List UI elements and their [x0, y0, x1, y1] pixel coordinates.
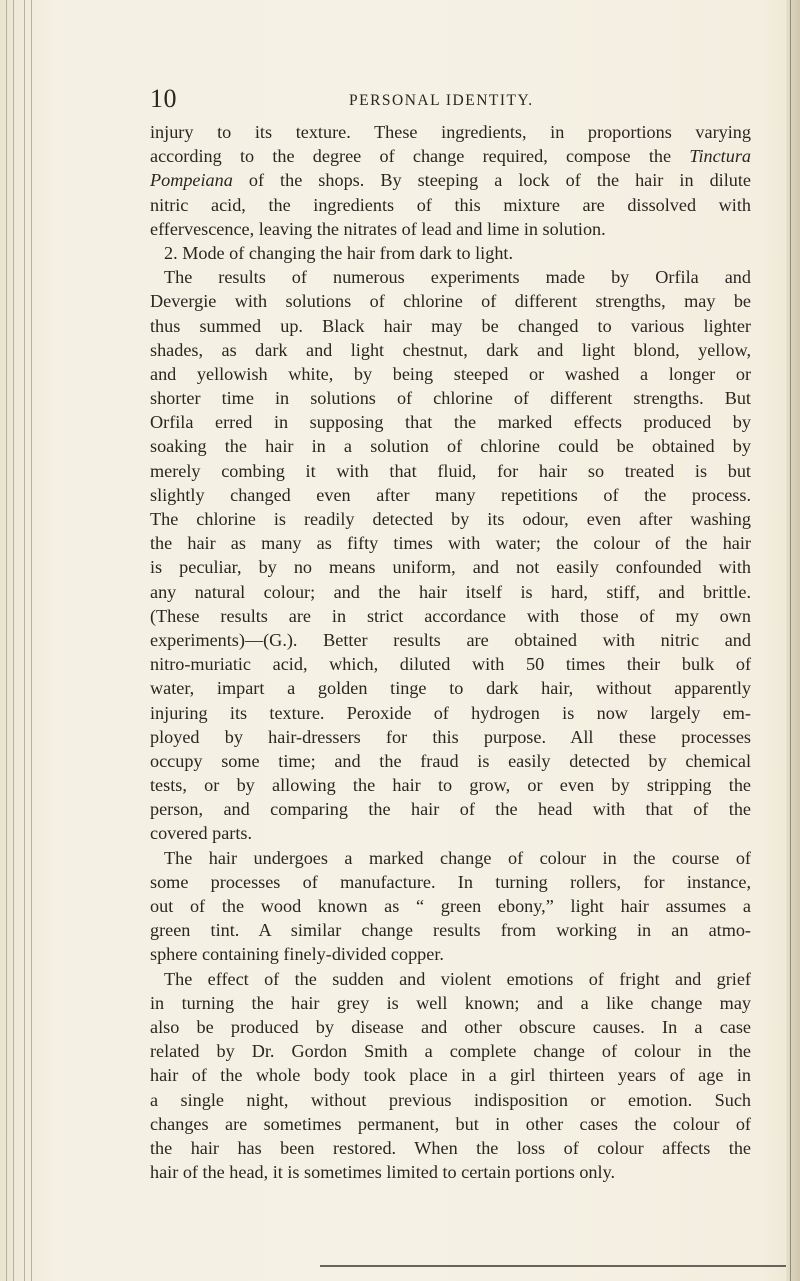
text-line: effervescence, leaving the nitrates of lead and lime in solution.: [150, 218, 606, 239]
binding-line: [24, 0, 25, 1281]
text-line: ployed by hair-dressers for this purpose. All these processes: [150, 726, 751, 747]
running-head: PERSONAL IDENTITY.: [349, 92, 534, 109]
text-line: tests, or by allowing the hair to grow, or even by stripping the: [150, 775, 751, 796]
text-line: is peculiar, by no means uniform, and not easily confounded with: [150, 557, 751, 578]
text-line: and yellowish white, by being steeped or washed a longer or: [150, 363, 751, 384]
text-line: injury to its texture. These ingredients, in proportions varying: [150, 122, 751, 142]
text-line: The effect of the sudden and violent emotions of fright and grief: [164, 968, 751, 989]
section-heading: 2. Mode of changing the hair from dark to light.: [164, 242, 514, 263]
text-line: Orfila erred in supposing that the marked effects produced by: [150, 412, 751, 433]
text-line: thus summed up. Black hair may be changed to various lighter: [150, 315, 751, 336]
text-line: The hair undergoes a marked change of colour in the course of: [164, 847, 751, 868]
text-line: out of the wood known as “ green ebony,” light hair assumes a: [150, 896, 751, 916]
text-line: (These results are in strict accordance with those of my own: [150, 605, 751, 626]
text-line: person, and comparing the hair of the head with that of the: [150, 799, 751, 820]
text-line: in turning the hair grey is well known; and a like change may: [150, 992, 751, 1013]
text-line: the hair has been restored. When the loss of colour affects the: [150, 1137, 751, 1158]
page-edge: [786, 0, 800, 1281]
text-line: The chlorine is readily detected by its odour, even after washing: [150, 509, 751, 529]
text-line: changes are sometimes permanent, but in other cases the colour of: [150, 1113, 751, 1134]
text-line: injuring its texture. Peroxide of hydrogen is now largely em-: [150, 702, 751, 723]
italic-term: Pompeiana: [150, 170, 233, 191]
text-line: [150, 168, 751, 192]
text-line: merely combing it with that fluid, for hair so treated is but: [150, 460, 751, 481]
text-line: a single night, without previous indisposition or emotion. Such: [150, 1089, 751, 1110]
italic-term: Tinctura: [689, 146, 751, 167]
text-line: nitric acid, the ingredients of this mixture are dissolved with: [150, 194, 751, 215]
bottom-edge-rule: [320, 1265, 786, 1267]
text-line: related by Dr. Gordon Smith a complete change of colour in the: [150, 1041, 751, 1062]
text-line: shorter time in solutions of chlorine of different strengths. But: [150, 388, 751, 409]
page-number: 10: [150, 84, 177, 113]
text-line: Devergie with solutions of chlorine of different strengths, may be: [150, 291, 751, 312]
text-line: hair of the whole body took place in a girl thirteen years of age in: [150, 1065, 751, 1086]
text-line: The results of numerous experiments made by Orfila and: [164, 267, 751, 288]
text-line: green tint. A similar change results from working in an atmo-: [150, 920, 751, 941]
body-text: [150, 120, 751, 1184]
text-line-rest: of the shops. By steeping a lock of the hair in dilute: [232, 170, 751, 191]
text-line: shades, as dark and light chestnut, dark and light blond, yellow,: [150, 339, 751, 360]
text-line: experiments)—(G.). Better results are obtained with nitric and: [150, 629, 751, 650]
text-line: sphere containing finely-divided copper.: [150, 944, 444, 965]
text-line: nitro-muriatic acid, which, diluted with 50 times their bulk of: [150, 654, 751, 675]
binding-line: [31, 0, 32, 1281]
text-line: soaking the hair in a solution of chlorine could be obtained by: [150, 436, 751, 457]
binding-line: [13, 0, 14, 1281]
text-line: hair of the head, it is sometimes limited to certain portions only.: [150, 1162, 616, 1183]
text-line: [150, 144, 751, 168]
page-header: [150, 84, 750, 114]
text-line: slightly changed even after many repetitions of the process.: [150, 484, 751, 505]
text-line: some processes of manufacture. In turning rollers, for instance,: [150, 871, 751, 892]
text-line: any natural colour; and the hair itself is hard, stiff, and brittle.: [150, 581, 751, 602]
text-line: covered parts.: [150, 823, 253, 844]
text-line: the hair as many as fifty times with water; the colour of the hair: [150, 533, 751, 554]
text-line: also be produced by disease and other obscure causes. In a case: [150, 1016, 751, 1037]
text-line-start: according to the degree of change required, compose the: [150, 146, 690, 167]
binding-line: [6, 0, 7, 1281]
text-line: water, impart a golden tinge to dark hair, without apparently: [150, 678, 751, 699]
page-edge-line: [790, 0, 791, 1281]
text-line: occupy some time; and the fraud is easily detected by chemical: [150, 750, 751, 771]
